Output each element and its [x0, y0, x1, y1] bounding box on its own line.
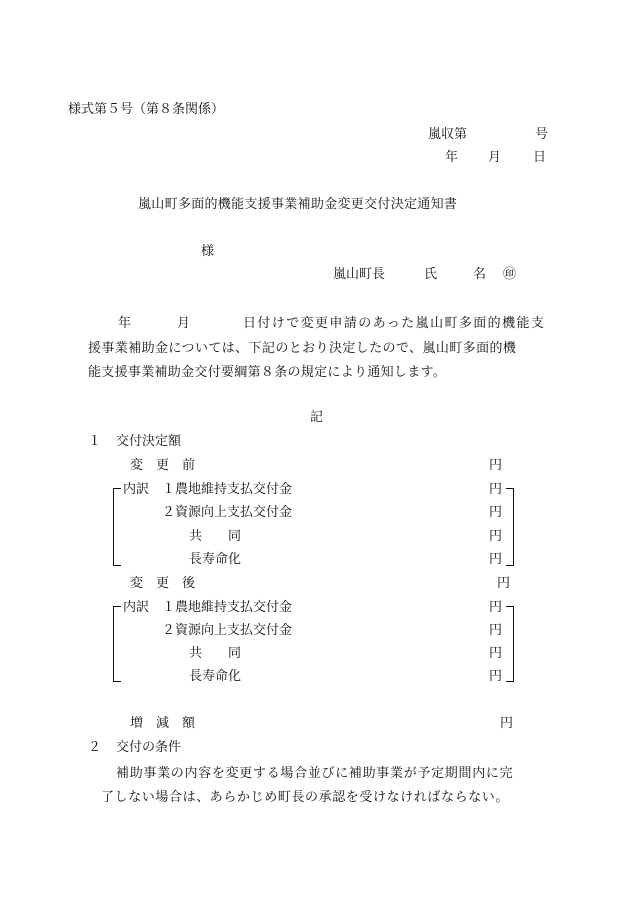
before-item-3-label: 共 同 [189, 529, 242, 544]
after-item-3-yen: 円 [489, 646, 503, 661]
before-change-yen: 円 [489, 458, 503, 473]
before-item-1-label: １農地維持支払交付金 [162, 482, 293, 497]
form-number: 様式第５号（第８条関係） [68, 102, 225, 117]
after-item-4-label: 長寿命化 [189, 669, 242, 684]
after-item-4-yen: 円 [489, 669, 503, 684]
document-number-suffix: 号 [535, 127, 549, 142]
after-breakdown-right-bracket [506, 606, 514, 682]
before-item-4-yen: 円 [489, 552, 503, 567]
body-date-year: 年 [118, 316, 132, 331]
addressee-honorific: 様 [201, 244, 215, 259]
before-breakdown-left-bracket [113, 488, 121, 566]
notation-ki: 記 [310, 410, 324, 425]
before-item-2-label: ２資源向上支払交付金 [162, 505, 293, 520]
official-seal-mark: ㊞ [503, 267, 517, 282]
before-item-1-yen: 円 [489, 482, 503, 497]
change-amount-label: 増 減 額 [130, 716, 196, 731]
after-breakdown-left-bracket [113, 606, 121, 682]
section-1-number: １ [88, 434, 102, 449]
document-number-prefix: 嵐収第 [428, 127, 468, 142]
document-title: 嵐山町多面的機能支援事業補助金変更交付決定通知書 [138, 197, 458, 212]
before-item-4-label: 長寿命化 [189, 552, 242, 567]
after-change-label: 変 更 後 [130, 576, 196, 591]
change-amount-yen: 円 [500, 716, 514, 731]
after-item-1-label: １農地維持支払交付金 [162, 600, 293, 615]
body-paragraph-line-3: 能支援事業補助金交付要綱第８条の規定により通知します。 [88, 365, 447, 380]
before-item-3-yen: 円 [489, 529, 503, 544]
section-2-text-line-2: 了しない場合は、あらかじめ町長の承認を受けなければならない。 [101, 790, 510, 805]
section-2-number: ２ [88, 740, 102, 755]
after-item-2-yen: 円 [489, 623, 503, 638]
before-item-2-yen: 円 [489, 505, 503, 520]
after-item-3-label: 共 同 [189, 646, 242, 661]
issuer-name-char-2: 名 [473, 267, 487, 282]
after-change-yen: 円 [497, 576, 511, 591]
date-day-label: 日 [533, 150, 547, 165]
date-month-label: 月 [488, 150, 502, 165]
after-item-1-yen: 円 [489, 600, 503, 615]
section-2-text-line-1: 補助事業の内容を変更する場合並びに補助事業が予定期間内に完 [116, 766, 514, 781]
before-change-label: 変 更 前 [130, 458, 196, 473]
before-breakdown-label: 内訳 [123, 482, 150, 497]
body-paragraph-line-1: 日付けで変更申請のあった嵐山町多面的機能支 [243, 316, 546, 331]
section-1-heading: 交付決定額 [116, 434, 182, 449]
body-date-month: 月 [177, 316, 191, 331]
date-year-label: 年 [445, 150, 459, 165]
issuer-role: 嵐山町長 [333, 267, 386, 282]
issuer-name-char-1: 氏 [424, 267, 438, 282]
body-paragraph-line-2: 援事業補助金については、下記のとおり決定したので、嵐山町多面的機 [88, 341, 517, 356]
after-item-2-label: ２資源向上支払交付金 [162, 623, 293, 638]
section-2-heading: 交付の条件 [116, 740, 182, 755]
after-breakdown-label: 内訳 [123, 600, 150, 615]
before-breakdown-right-bracket [506, 488, 514, 566]
